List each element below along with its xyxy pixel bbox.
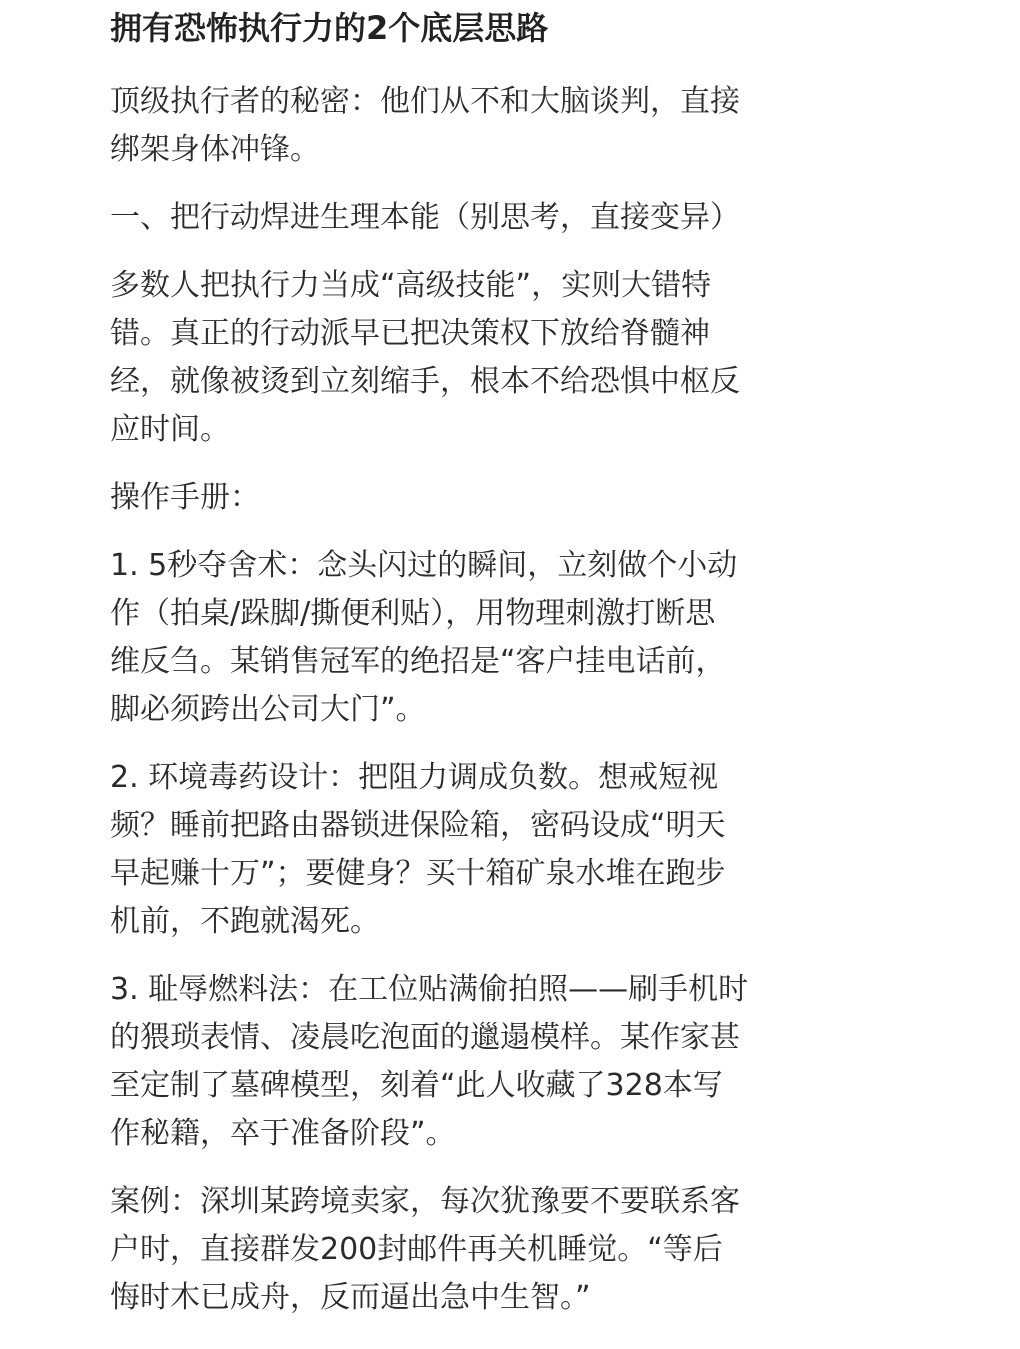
text-line: 悔时木已成舟，反而逼出急中生智。” — [110, 1280, 591, 1315]
text-line: 一、把行动焊进生理本能（别思考，直接变异） — [110, 200, 740, 235]
manual-label — [110, 474, 850, 522]
section-heading — [110, 194, 850, 242]
text-line: 作（拍桌/跺脚/撕便利贴），用物理刺激打断思 — [110, 596, 716, 631]
text-line: 2. 环境毒药设计：把阻力调成负数。想戒短视 — [110, 760, 719, 795]
text-line: 3. 耻辱燃料法：在工位贴满偷拍照——刷手机时 — [110, 972, 749, 1007]
list-item — [110, 542, 850, 734]
text-line: 顶级执行者的秘密：他们从不和大脑谈判，直接 — [110, 84, 740, 119]
text-line: 错。真正的行动派早已把决策权下放给脊髓神 — [110, 316, 710, 351]
text-line: 的猥琐表情、凌晨吃泡面的邋遢模样。某作家甚 — [110, 1020, 740, 1055]
text-line: 经，就像被烫到立刻缩手，根本不给恐惧中枢反 — [110, 364, 740, 399]
text-line: 机前，不跑就渴死。 — [110, 904, 380, 939]
article — [110, 0, 850, 1322]
list-item — [110, 966, 850, 1158]
text-line: 操作手册： — [110, 480, 260, 515]
section-paragraph — [110, 262, 850, 454]
text-line: 绑架身体冲锋。 — [110, 132, 320, 167]
case-paragraph — [110, 1178, 850, 1322]
text-line: 案例：深圳某跨境卖家，每次犹豫要不要联系客 — [110, 1184, 740, 1219]
text-line: 1. 5秒夺舍术：念头闪过的瞬间，立刻做个小动 — [110, 548, 738, 583]
article-title: 拥有恐怖执行力的2个底层思路 — [110, 9, 549, 47]
text-line: 户时，直接群发200封邮件再关机睡觉。“等后 — [110, 1232, 723, 1267]
text-line: 维反刍。某销售冠军的绝招是“客户挂电话前， — [110, 644, 726, 679]
text-line: 早起赚十万”；要健身？买十箱矿泉水堆在跑步 — [110, 856, 726, 891]
text-line: 应时间。 — [110, 412, 230, 447]
text-line: 多数人把执行力当成“高级技能”，实则大错特 — [110, 268, 712, 303]
text-line: 频？睡前把路由器锁进保险箱，密码设成“明天 — [110, 808, 726, 843]
text-line: 作秘籍，卒于准备阶段”。 — [110, 1116, 456, 1151]
intro-paragraph — [110, 78, 850, 174]
text-line: 至定制了墓碑模型，刻着“此人收藏了328本写 — [110, 1068, 723, 1103]
text-line: 脚必须跨出公司大门”。 — [110, 692, 426, 727]
list-item — [110, 754, 850, 946]
